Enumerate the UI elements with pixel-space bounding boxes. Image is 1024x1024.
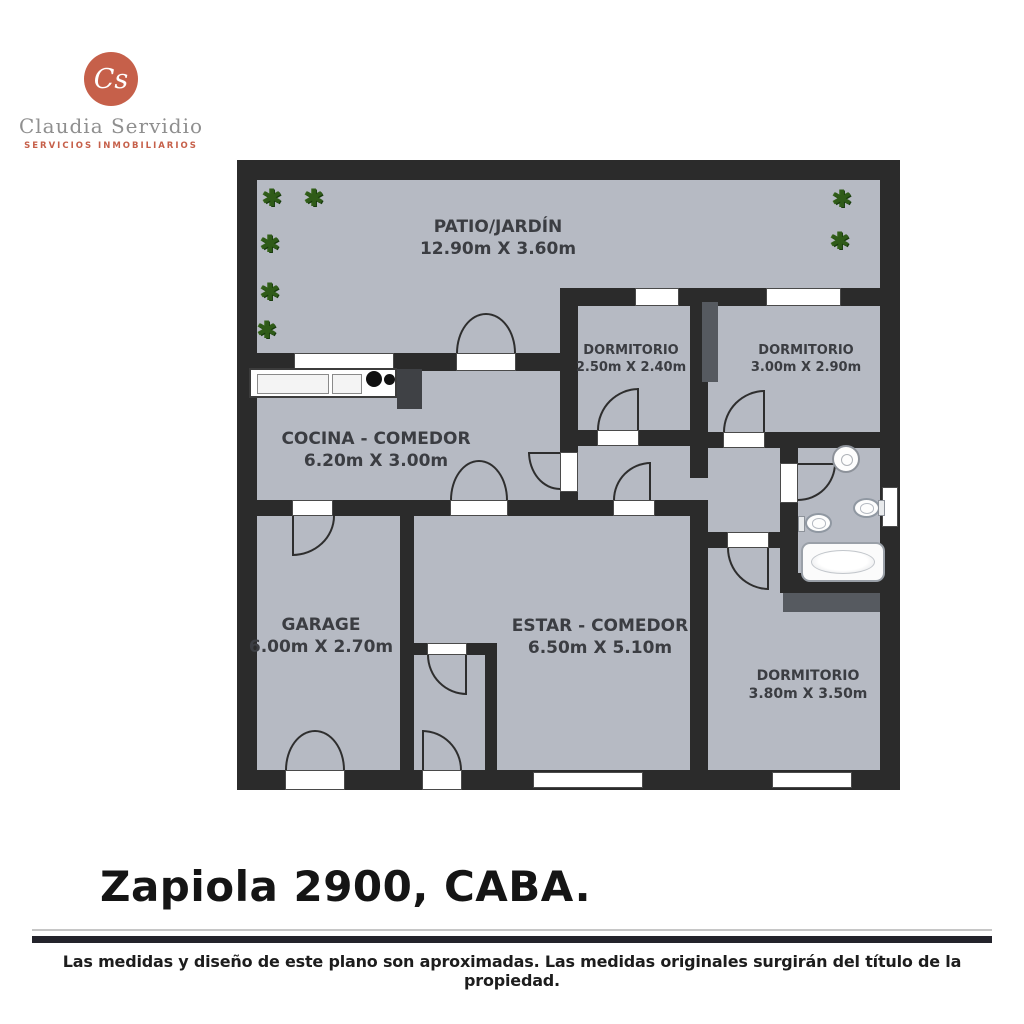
bathroom-sink	[832, 445, 860, 473]
door-threshold	[422, 770, 462, 790]
plant-icon: ✱	[257, 316, 278, 344]
logo-circle-icon	[84, 52, 138, 106]
room-label-cocina	[281, 428, 470, 472]
agency-logo	[0, 52, 241, 151]
room-dims: 6.50m X 5.10m	[527, 638, 673, 658]
room-dims: 2.50m X 2.40m	[575, 360, 687, 375]
toilet	[853, 498, 880, 518]
window	[533, 772, 643, 788]
divider-line-dark	[32, 936, 992, 943]
room-label-dormitorio-1	[576, 343, 686, 377]
bathtub-basin	[811, 550, 875, 574]
door-threshold	[727, 532, 769, 548]
room-label-patio	[420, 216, 576, 260]
room-label-estar	[512, 615, 688, 659]
room-dims: 6.20m X 3.00m	[303, 451, 449, 471]
room-name: DORMITORIO	[758, 343, 854, 359]
room-label-dormitorio-3	[749, 667, 868, 703]
plant-icon: ✱	[260, 278, 281, 306]
page-title: Zapiola 2900, CABA.	[100, 862, 592, 911]
kitchen-sink	[257, 374, 329, 394]
wall	[690, 430, 708, 478]
floor-plan	[237, 160, 900, 790]
window	[772, 772, 852, 788]
agency-tagline: SERVICIOS INMOBILIARIOS	[24, 141, 198, 151]
stove-burner-icon	[366, 371, 382, 387]
door-threshold	[427, 643, 467, 655]
wall	[237, 160, 900, 180]
agency-name: Claudia Servidio	[18, 114, 204, 138]
closet	[702, 302, 718, 382]
divider-line-light	[32, 929, 992, 931]
window	[766, 288, 841, 306]
room-name: DORMITORIO	[756, 667, 860, 684]
door-threshold	[723, 432, 765, 448]
closet	[783, 593, 880, 612]
door-threshold	[560, 452, 578, 492]
stove-burner-icon	[384, 374, 395, 385]
fridge	[397, 369, 422, 409]
room-name: PATIO/JARDÍN	[433, 216, 563, 237]
room-name: ESTAR - COMEDOR	[511, 615, 689, 636]
bidet	[805, 513, 832, 533]
door-threshold	[780, 463, 798, 503]
plant-icon: ✱	[260, 230, 281, 258]
room-name: DORMITORIO	[583, 343, 679, 359]
wall	[485, 643, 497, 770]
door-threshold	[285, 770, 345, 790]
room-name: COCINA - COMEDOR	[281, 428, 471, 449]
room-label-garage	[249, 614, 393, 658]
door-threshold	[292, 500, 333, 516]
room-dims: 12.90m X 3.60m	[419, 239, 577, 259]
logo-monogram: Cs	[93, 63, 129, 95]
door-threshold	[597, 430, 639, 446]
room-dims: 3.00m X 2.90m	[750, 360, 862, 375]
plant-icon: ✱	[830, 227, 851, 255]
room-dims: 3.80m X 3.50m	[748, 686, 868, 702]
disclaimer-text: Las medidas y diseño de este plano son aproximadas. Las medidas originales surgirán del título de la propiedad.	[62, 952, 962, 990]
wall	[237, 160, 257, 790]
bathtub	[801, 542, 885, 582]
counter-section	[332, 374, 362, 394]
window	[635, 288, 679, 306]
plant-icon: ✱	[304, 184, 325, 212]
room-name: GARAGE	[281, 614, 361, 635]
toilet-tank	[878, 500, 885, 516]
plant-icon: ✱	[262, 184, 283, 212]
plant-icon: ✱	[832, 185, 853, 213]
door-threshold	[456, 353, 516, 371]
door-threshold	[613, 500, 655, 516]
room-dims: 6.00m X 2.70m	[248, 637, 394, 657]
door-threshold	[450, 500, 508, 516]
wall	[880, 160, 900, 790]
room-label-dormitorio-2	[751, 343, 861, 377]
bidet-tank	[798, 516, 805, 532]
